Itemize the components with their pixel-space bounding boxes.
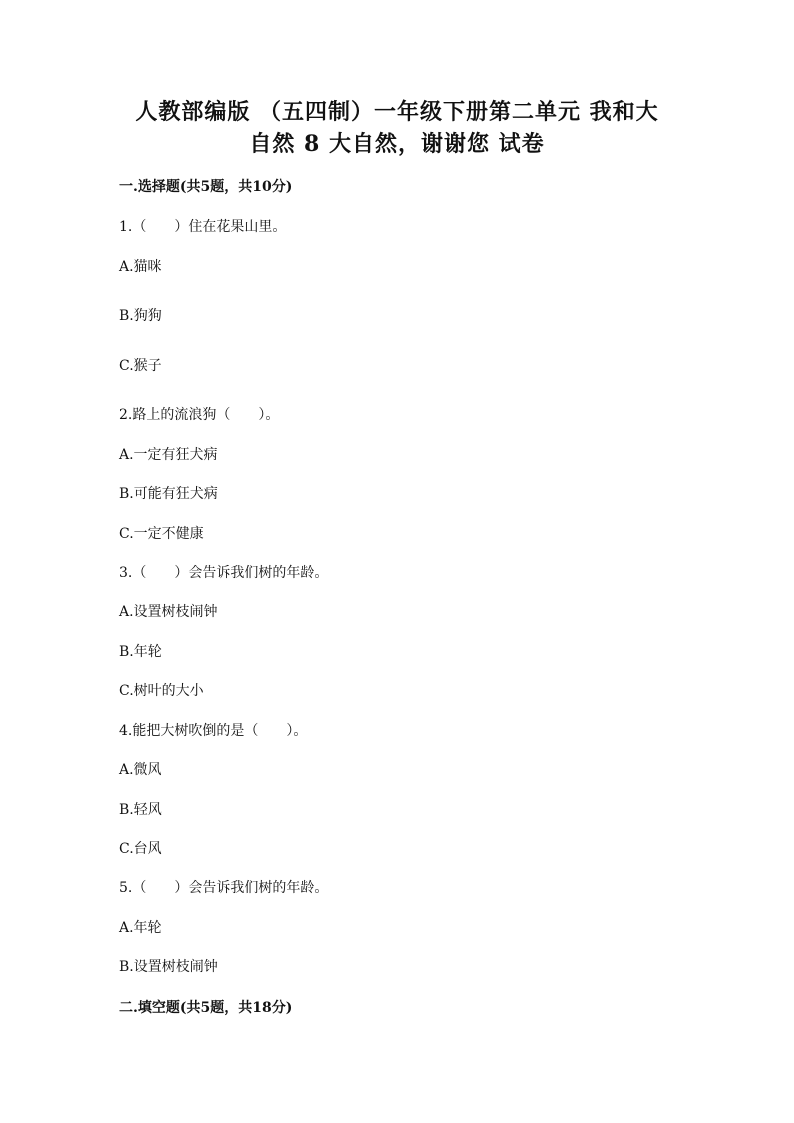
option-item: C.树叶的大小	[119, 683, 204, 699]
option-item: A.设置树枝闹钟	[119, 604, 218, 620]
title-line-1: 人教部编版 （五四制）一年级下册第二单元 我和大	[135, 99, 659, 125]
option-item: A.猫咪	[119, 259, 162, 275]
option-item: C.一定不健康	[119, 526, 204, 542]
option-item: A.一定有狂犬病	[119, 447, 218, 463]
question-stem: 4.能把大树吹倒的是（ ）。	[119, 723, 308, 739]
question-stem: 5.（ ）会告诉我们树的年龄。	[119, 880, 329, 896]
section-heading-fill: 二.填空题(共5题，共18分)	[119, 1000, 293, 1016]
option-item: B.轻风	[119, 802, 162, 818]
section-heading-choice: 一.选择题(共5题，共10分)	[119, 179, 293, 195]
option-item: B.狗狗	[119, 308, 162, 324]
option-item: B.设置树枝闹钟	[119, 959, 218, 975]
option-item: B.可能有狂犬病	[119, 486, 218, 502]
option-item: C.台风	[119, 841, 162, 857]
question-stem: 2.路上的流浪狗（ ）。	[119, 407, 280, 423]
question-stem: 1.（ ）住在花果山里。	[119, 219, 287, 235]
question-stem: 3.（ ）会告诉我们树的年龄。	[119, 565, 329, 581]
option-item: C.猴子	[119, 358, 162, 374]
option-item: A.微风	[119, 762, 162, 778]
option-item: B.年轮	[119, 644, 162, 660]
option-item: A.年轮	[119, 920, 162, 936]
title-line-2: 自然 8 大自然，谢谢您 试卷	[249, 131, 545, 157]
